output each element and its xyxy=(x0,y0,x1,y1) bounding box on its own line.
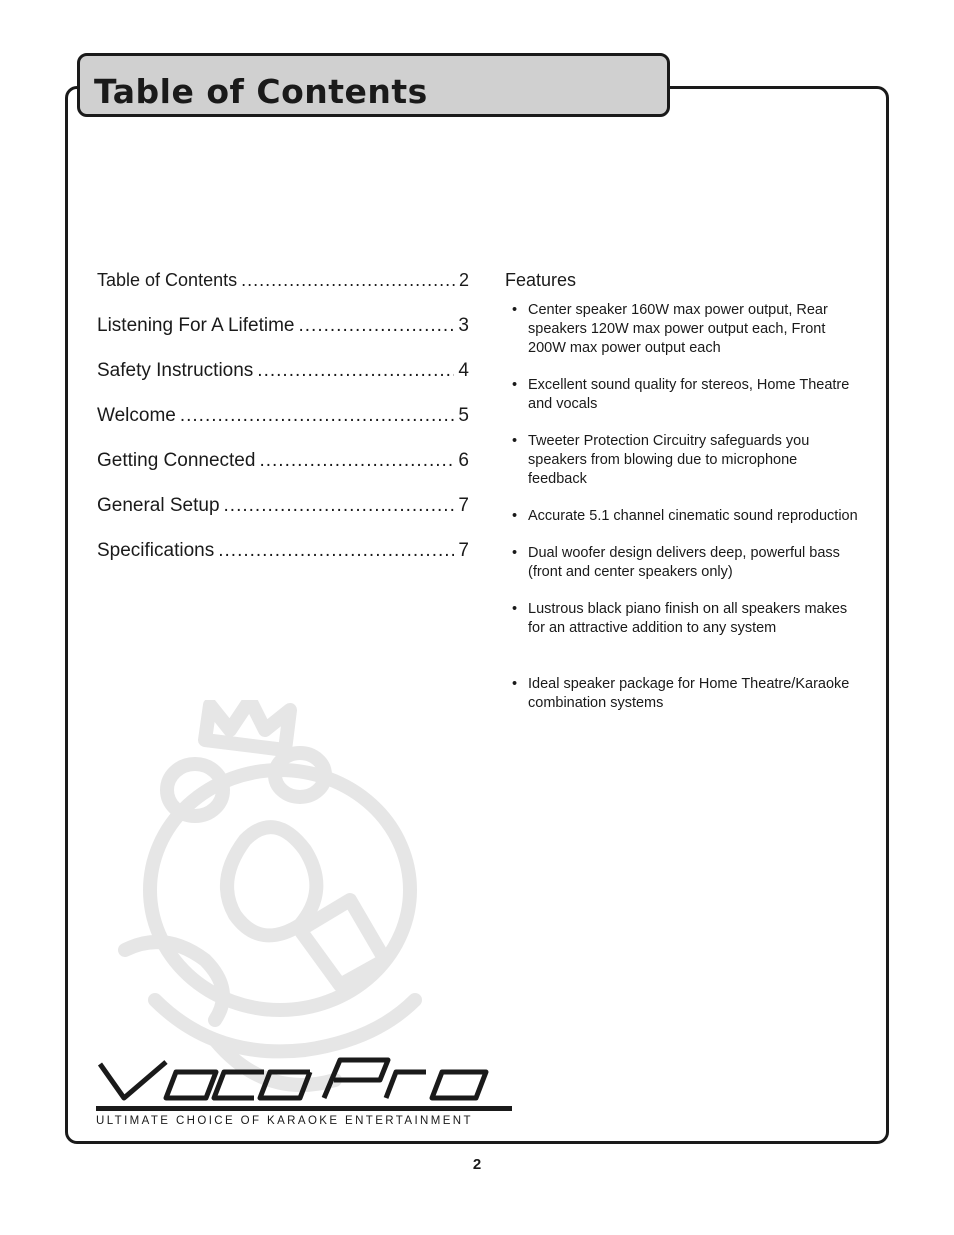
toc-leader xyxy=(224,495,455,517)
feature-item: • Excellent sound quality for stereos, Home Theatre and vocals xyxy=(510,376,860,414)
toc-entry-page: 5 xyxy=(458,405,469,426)
toc-entry-page: 4 xyxy=(458,360,469,381)
toc-entry xyxy=(97,495,469,540)
toc-entry-label: Specifications xyxy=(97,540,215,561)
toc-leader xyxy=(241,270,455,291)
feature-item: • Ideal speaker package for Home Theatre/Karaoke combination systems xyxy=(510,675,860,713)
features-list xyxy=(510,301,860,731)
toc-leader xyxy=(257,360,454,382)
brand-tagline: ULTIMATE CHOICE OF KARAOKE ENTERTAINMENT xyxy=(96,1115,473,1127)
feature-item: • Center speaker 160W max power output, Rear speakers 120W max power output each, Front 200W max power output each xyxy=(510,301,860,358)
logo-underline xyxy=(96,1106,512,1111)
features-heading: Features xyxy=(505,270,577,290)
toc-entry-page: 2 xyxy=(458,270,469,290)
feature-item: • Lustrous black piano finish on all speakers makes for an attractive addition to any system xyxy=(510,600,860,638)
vocopro-logo xyxy=(96,1054,512,1102)
toc-entry-label: Safety Instructions xyxy=(97,360,254,381)
toc-entry-label: Table of Contents xyxy=(97,270,238,290)
toc-leader xyxy=(180,405,455,427)
page-number: 2 xyxy=(472,1156,482,1173)
toc-entry xyxy=(97,540,469,585)
table-of-contents xyxy=(97,270,469,585)
page-title: Table of Contents xyxy=(94,72,428,111)
toc-entry-page: 6 xyxy=(458,450,469,471)
toc-entry-label: General Setup xyxy=(97,495,220,516)
feature-item: • Tweeter Protection Circuitry safeguards you speakers from blowing due to microphone feedback xyxy=(510,432,860,489)
toc-entry-page: 7 xyxy=(458,495,469,516)
toc-leader xyxy=(218,540,454,562)
toc-entry xyxy=(97,315,469,360)
toc-entry xyxy=(97,360,469,405)
toc-leader xyxy=(259,450,454,472)
toc-entry-label: Getting Connected xyxy=(97,450,256,471)
feature-item: • Dual woofer design delivers deep, powerful bass (front and center speakers only) xyxy=(510,544,860,582)
toc-entry xyxy=(97,270,469,315)
toc-entry-page: 7 xyxy=(458,540,469,561)
toc-entry-page: 3 xyxy=(458,315,469,336)
toc-entry xyxy=(97,450,469,495)
toc-entry xyxy=(97,405,469,450)
feature-item: • Accurate 5.1 channel cinematic sound reproduction xyxy=(510,507,860,526)
title-tab xyxy=(77,53,670,117)
toc-entry-label: Welcome xyxy=(97,405,176,426)
toc-entry-label: Listening For A Lifetime xyxy=(97,315,295,336)
toc-leader xyxy=(299,315,455,337)
